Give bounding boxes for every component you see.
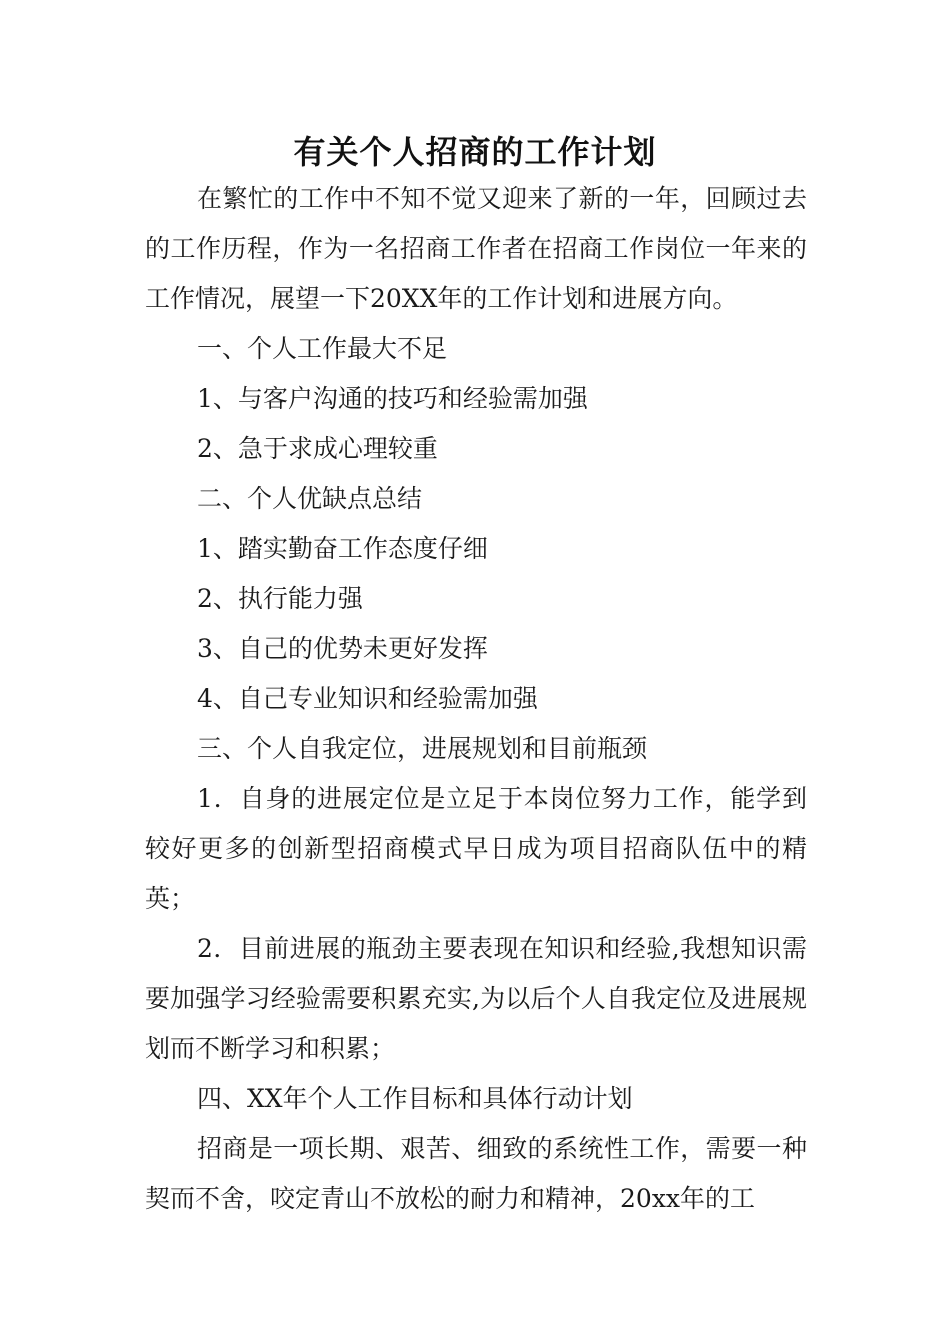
paragraph-closing: 招商是一项长期、艰苦、细致的系统性工作，需要一种契而不舍，咬定青山不放松的耐力和精神，20xx年的工: [145, 1134, 807, 1213]
list-item: 3、自己的优势未更好发挥: [197, 634, 488, 663]
list-item: 2、急于求成心理较重: [197, 434, 438, 463]
document-title: 有关个人招商的工作计划: [293, 133, 657, 171]
list-item: 2、执行能力强: [197, 584, 363, 613]
heading-section-4: 四、XX年个人工作目标和具体行动计划: [197, 1084, 633, 1113]
list-item: 1、与客户沟通的技巧和经验需加强: [197, 384, 588, 413]
heading-section-2: 二、个人优缺点总结: [197, 484, 423, 513]
list-item: 2．目前进展的瓶劲主要表现在知识和经验,我想知识需要加强学习经验需要积累充实,为以后个人自我定位及进展规划而不断学习和积累；: [145, 934, 807, 1063]
document-body: [145, 174, 807, 1224]
paragraph-intro: 在繁忙的工作中不知不觉又迎来了新的一年，回顾过去的工作历程，作为一名招商工作者在招商工作岗位一年来的工作情况，展望一下20XX年的工作计划和进展方向。: [145, 184, 807, 313]
heading-section-1: 一、个人工作最大不足: [197, 334, 448, 363]
list-item: 4、自己专业知识和经验需加强: [197, 684, 538, 713]
list-item: 1．自身的进展定位是立足于本岗位努力工作，能学到较好更多的创新型招商模式早日成为项目招商队伍中的精英；: [145, 784, 807, 913]
list-item: 1、踏实勤奋工作态度仔细: [197, 534, 488, 563]
heading-section-3: 三、个人自我定位，进展规划和目前瓶颈: [197, 734, 648, 763]
